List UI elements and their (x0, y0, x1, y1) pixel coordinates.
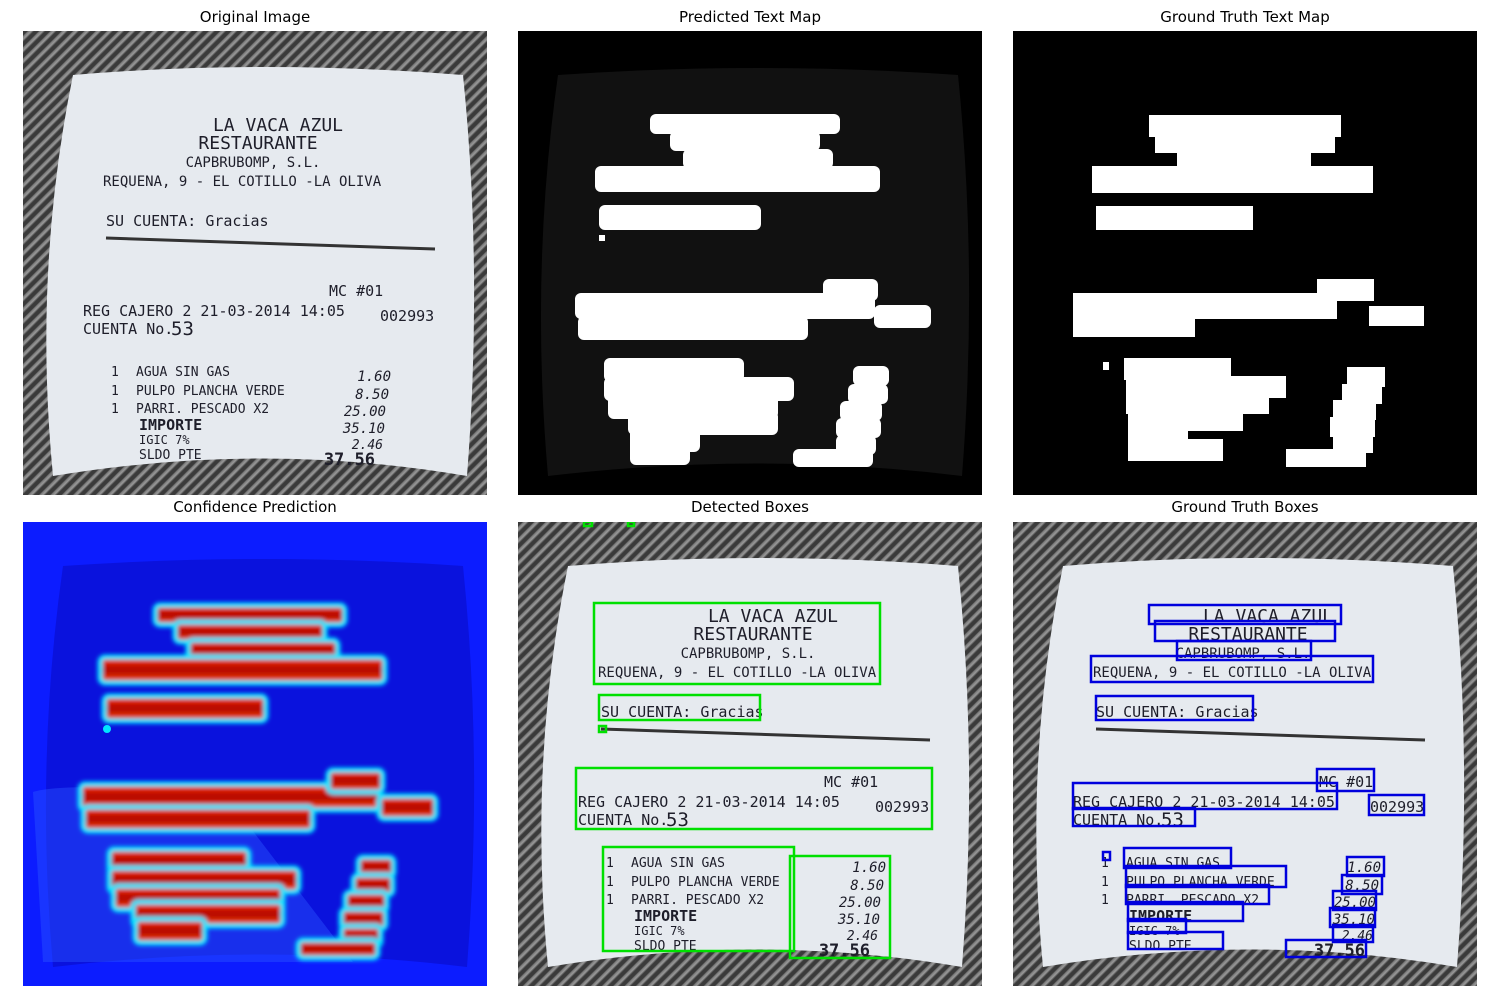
confidence-prediction-panel (23, 522, 487, 986)
gt-item-5: IGIC 7% (1129, 924, 1180, 938)
det-reg: REG CAJERO 2 21-03-2014 14:05 (578, 793, 840, 811)
receipt-item-3: PARRI. PESCADO X2 (136, 402, 270, 417)
gt-item-3: PARRI. PESCADO X2 (1126, 893, 1260, 908)
det-cuenta-no: 53 (666, 809, 689, 831)
det-reg-no: 002993 (875, 798, 930, 816)
receipt-item-6: SLDO PTE (139, 448, 202, 463)
detected-boxes-panel (518, 522, 982, 986)
svg-text:1: 1 (1101, 856, 1109, 871)
svg-text:2.46: 2.46 (1341, 929, 1373, 944)
receipt-item-1: AGUA SIN GAS (136, 365, 230, 380)
receipt-amount-5: 2.46 (351, 438, 383, 453)
receipt-item-2: PULPO PLANCHA VERDE (136, 384, 285, 399)
gt-item-6: SLDO PTE (1129, 939, 1192, 954)
det-line-3: CAPBRUBOMP, S.L. (680, 646, 816, 662)
det-item-5: IGIC 7% (634, 924, 685, 938)
receipt-cuenta: CUENTA No. (83, 320, 174, 338)
gt-text-map-panel (1013, 31, 1477, 495)
det-item-6: SLDO PTE (634, 939, 697, 954)
svg-text:25.00: 25.00 (838, 895, 881, 911)
predicted-text-map-panel (518, 31, 982, 495)
gt-boxes-panel (1013, 522, 1477, 986)
gt-cuenta: CUENTA No. (1073, 811, 1164, 829)
gt-line-2: RESTAURANTE (1188, 624, 1308, 645)
svg-text:1: 1 (606, 893, 614, 908)
panel-title-gt-map: Ground Truth Text Map (1160, 8, 1330, 26)
gt-mc: MC #01 (1319, 773, 1374, 791)
det-line-4: REQUENA, 9 - EL COTILLO -LA OLIVA (598, 665, 877, 681)
receipt-amount-1: 1.60 (357, 369, 391, 385)
det-cuenta: CUENTA No. (578, 811, 669, 829)
svg-text:37.56: 37.56 (818, 941, 870, 961)
gt-item-1: AGUA SIN GAS (1126, 856, 1220, 871)
det-line-1: LA VACA AZUL (707, 606, 839, 627)
svg-text:1: 1 (606, 875, 614, 890)
svg-text:2.46: 2.46 (846, 929, 878, 944)
gt-line-5: SU CUENTA: Gracias (1096, 703, 1259, 721)
svg-text:8.50: 8.50 (1345, 878, 1379, 894)
receipt-line-1: LA VACA AZUL (212, 115, 344, 136)
det-line-2: RESTAURANTE (693, 624, 813, 645)
receipt-amount-4: 35.10 (342, 421, 385, 437)
detected-box (628, 522, 634, 526)
panel-title-detected-boxes: Detected Boxes (690, 498, 809, 516)
det-line-5: SU CUENTA: Gracias (601, 703, 764, 721)
receipt-qty-2: 1 (111, 384, 119, 399)
receipt-qty-1: 1 (111, 365, 119, 380)
receipt-reg-no: 002993 (380, 307, 435, 325)
receipt-item-5: IGIC 7% (139, 433, 190, 447)
gt-line-4: REQUENA, 9 - EL COTILLO -LA OLIVA (1093, 665, 1372, 681)
receipt-line-5: SU CUENTA: Gracias (106, 212, 269, 230)
svg-text:25.00: 25.00 (1333, 895, 1376, 911)
det-item-2: PULPO PLANCHA VERDE (631, 875, 780, 890)
receipt-mc: MC #01 (329, 282, 384, 300)
svg-text:35.10: 35.10 (837, 912, 880, 928)
gt-cuenta-no: 53 (1161, 809, 1184, 831)
svg-text:1: 1 (606, 856, 614, 871)
svg-text:1: 1 (1101, 893, 1109, 908)
panel-title-confidence: Confidence Prediction (173, 498, 337, 516)
svg-text:8.50: 8.50 (850, 878, 884, 894)
receipt-amount-2: 8.50 (355, 387, 389, 403)
panel-title-original: Original Image (199, 8, 311, 26)
svg-text:1: 1 (1101, 875, 1109, 890)
svg-text:1.60: 1.60 (1347, 860, 1381, 876)
gt-item-2: PULPO PLANCHA VERDE (1126, 875, 1275, 890)
det-item-3: PARRI. PESCADO X2 (631, 893, 765, 908)
original-image-panel (23, 31, 487, 495)
det-item-1: AGUA SIN GAS (631, 856, 725, 871)
svg-text:35.10: 35.10 (1332, 912, 1375, 928)
svg-text:37.56: 37.56 (1313, 941, 1365, 961)
gt-line-1: LA VACA AZUL (1202, 606, 1334, 627)
gt-reg: REG CAJERO 2 21-03-2014 14:05 (1073, 793, 1335, 811)
receipt-item-4: IMPORTE (139, 416, 203, 434)
gt-reg-no: 002993 (1370, 798, 1425, 816)
det-mc: MC #01 (824, 773, 879, 791)
gt-item-4: IMPORTE (1129, 907, 1193, 925)
panel-title-predicted-map: Predicted Text Map (679, 8, 821, 26)
gt-line-3: CAPBRUBOMP, S.L. (1175, 646, 1311, 662)
det-item-4: IMPORTE (634, 907, 698, 925)
panel-title-gt-boxes: Ground Truth Boxes (1171, 498, 1319, 516)
svg-text:1.60: 1.60 (852, 860, 886, 876)
receipt-amount-3: 25.00 (343, 404, 386, 420)
receipt-line-2: RESTAURANTE (198, 133, 318, 154)
receipt-qty-3: 1 (111, 402, 119, 417)
detected-box (584, 522, 592, 526)
receipt-reg: REG CAJERO 2 21-03-2014 14:05 (83, 302, 345, 320)
receipt-line-4: REQUENA, 9 - EL COTILLO -LA OLIVA (103, 174, 382, 190)
receipt-amount-6: 37.56 (323, 450, 375, 470)
receipt-line-3: CAPBRUBOMP, S.L. (185, 155, 321, 171)
receipt-cuenta-no: 53 (171, 318, 194, 340)
